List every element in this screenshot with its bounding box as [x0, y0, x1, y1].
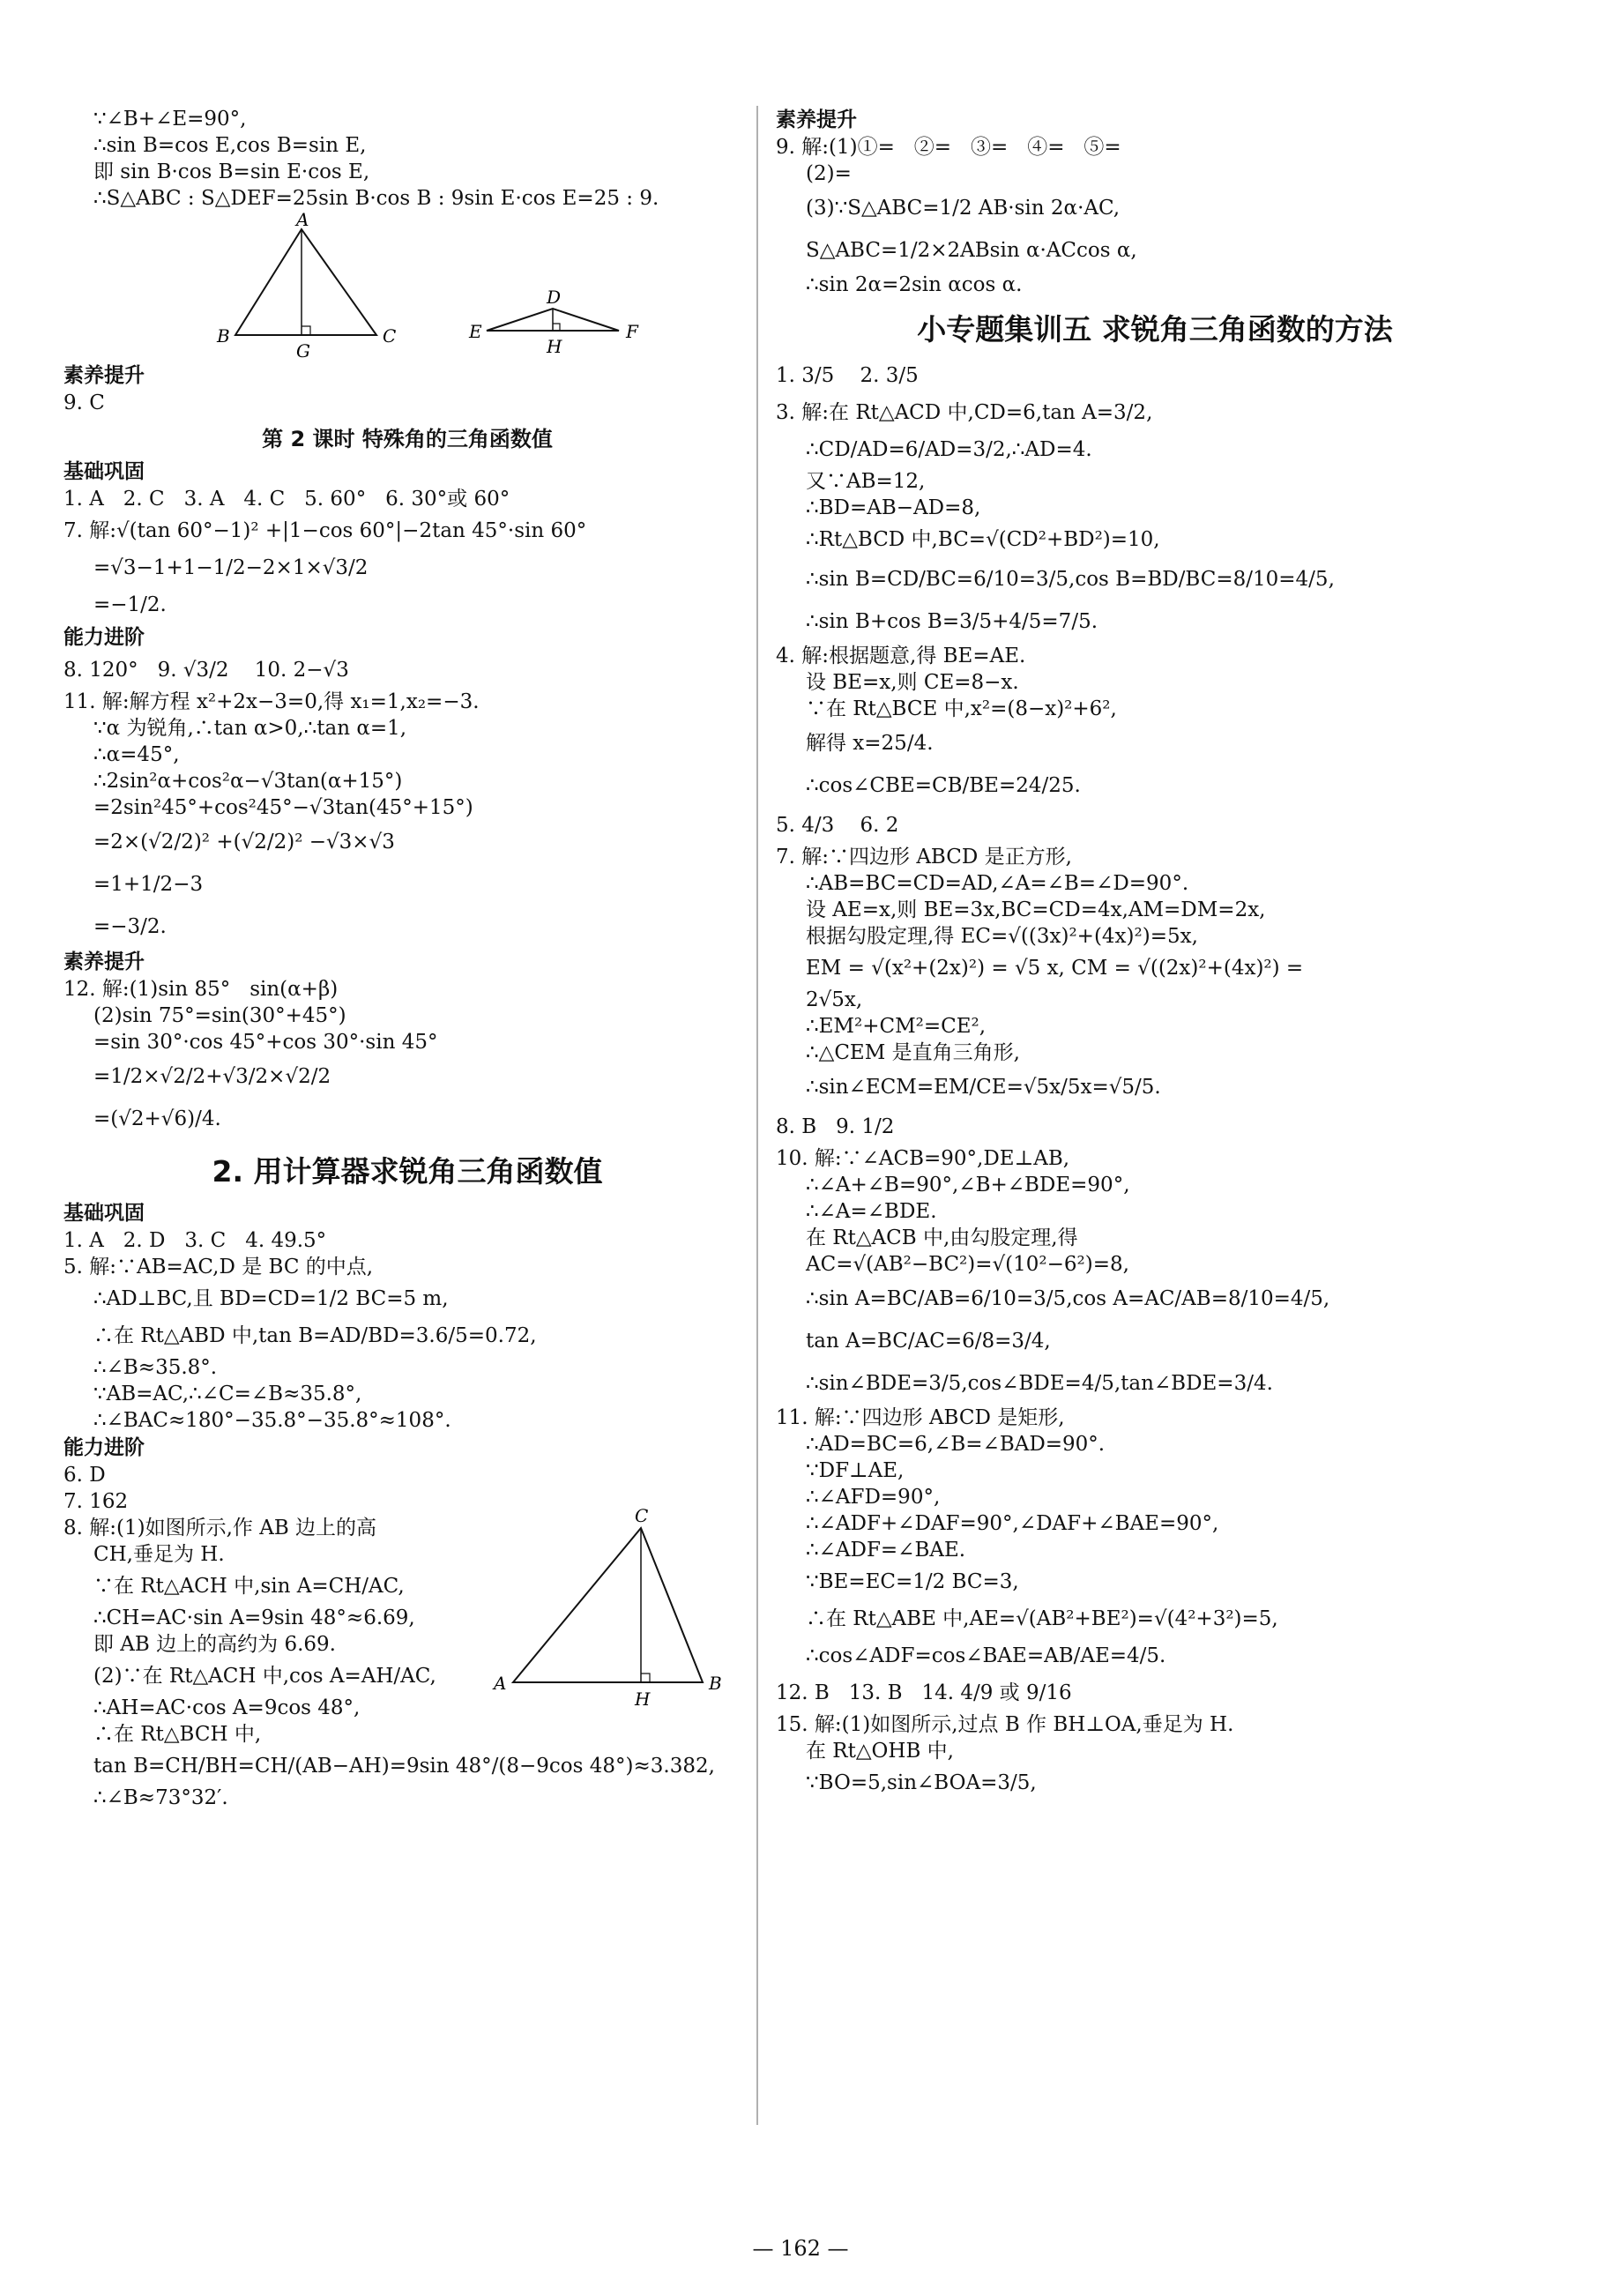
left-column	[63, 106, 751, 1811]
label-e: E	[469, 321, 482, 342]
label-h: H	[547, 336, 562, 357]
text-line: ∴BD=AB−AD=8,	[806, 496, 981, 519]
column-divider	[756, 106, 758, 2125]
section-heading: 基础巩固	[63, 460, 145, 483]
text-line: ∴∠B≈35.8°.	[93, 1356, 218, 1379]
text-line: ∴∠A=∠BDE.	[806, 1200, 937, 1223]
text-line: ∴EM²+CM²=CE²,	[806, 1015, 987, 1038]
text-line: 11. 解:解方程 x²+2x−3=0,得 x₁=1,x₂=−3.	[63, 690, 480, 713]
chapter-title: 2. 用计算器求锐角三角函数值	[212, 1154, 603, 1189]
label-a: A	[296, 212, 309, 230]
section-heading: 基础巩固	[63, 1202, 145, 1225]
text-line: =−3/2.	[93, 915, 167, 938]
text-line: (2)sin 75°=sin(30°+45°)	[93, 1004, 346, 1027]
text-line: 6. D	[63, 1464, 106, 1487]
text-line: =(√2+√6)/4.	[93, 1107, 221, 1130]
lesson-title: 第 2 课时 特殊角的三角函数值	[262, 427, 553, 451]
label-g: G	[296, 340, 310, 362]
text-line: 15. 解:(1)如图所示,过点 B 作 BH⊥OA,垂足为 H.	[776, 1713, 1234, 1736]
text-line: AC=√(AB²−BC²)=√(10²−6²)=8,	[806, 1253, 1129, 1276]
text-line: 7. 解:∵四边形 ABCD 是正方形,	[776, 846, 1072, 868]
triangle-abc-figure	[487, 1506, 725, 1718]
section-heading: 能力进阶	[63, 626, 145, 649]
text-line: ∴在 Rt△ABD 中,tan B=AD/BD=3.6/5=0.72,	[93, 1324, 537, 1347]
section-heading: 素养提升	[776, 108, 857, 131]
label-c: C	[635, 1506, 649, 1526]
section-heading: 素养提升	[63, 364, 145, 387]
text-line: 8. 解:(1)如图所示,作 AB 边上的高	[63, 1517, 377, 1539]
text-line: 设 BE=x,则 CE=8−x.	[806, 671, 1019, 694]
text-line: 7. 解:√(tan 60°−1)² +|1−cos 60°|−2tan 45°·sin 60°	[63, 519, 587, 542]
text-line: tan B=CH/BH=CH/(AB−AH)=9sin 48°/(8−9cos 48°)≈3.382,	[93, 1755, 715, 1778]
text-line: 又∵AB=12,	[806, 470, 926, 493]
text-line: tan A=BC/AC=6/8=3/4,	[806, 1330, 1051, 1353]
text-line: ∵AB=AC,∴∠C=∠B≈35.8°,	[93, 1383, 362, 1405]
text-line: ∵在 Rt△ACH 中,sin A=CH/AC,	[93, 1575, 405, 1598]
text-line: 即 sin B·cos B=sin E·cos E,	[93, 160, 370, 183]
text-line: 12. B 13. B 14. 4/9 或 9/16	[776, 1681, 1072, 1704]
text-line: ∴sin B=cos E,cos B=sin E,	[93, 134, 367, 157]
text-line: EM = √(x²+(2x)²) = √5 x, CM = √((2x)²+(4x)²) =	[806, 957, 1304, 980]
text-line: 2√5x,	[806, 988, 863, 1011]
text-line: (3)∵S△ABC=1/2 AB·sin 2α·AC,	[806, 197, 1121, 220]
section-heading: 素养提升	[63, 950, 145, 973]
text-line: ∵DF⊥AE,	[806, 1459, 905, 1482]
text-line: ∴sin 2α=2sin αcos α.	[806, 273, 1023, 296]
text-line: 4. 解:根据题意,得 BE=AE.	[776, 645, 1026, 667]
text-line: ∴sin∠BDE=3/5,cos∠BDE=4/5,tan∠BDE=3/4.	[806, 1372, 1273, 1395]
text-line: 设 AE=x,则 BE=3x,BC=CD=4x,AM=DM=2x,	[806, 898, 1266, 921]
label-h: H	[635, 1688, 651, 1710]
text-line: ∴sin A=BC/AB=6/10=3/5,cos A=AC/AB=8/10=4/5,	[806, 1287, 1330, 1310]
page-number: — 162 —	[752, 2236, 849, 2261]
text-line: ∴sin B+cos B=3/5+4/5=7/5.	[806, 610, 1098, 633]
chapter-title: 小专题集训五 求锐角三角函数的方法	[917, 312, 1393, 347]
text-line: 1. 3/5 2. 3/5	[776, 364, 919, 387]
text-line: ∴CH=AC·sin A=9sin 48°≈6.69,	[93, 1606, 415, 1629]
text-line: ∵BE=EC=1/2 BC=3,	[806, 1570, 1019, 1593]
problem-8-block	[63, 1506, 751, 1811]
text-line: ∴∠B≈73°32′.	[93, 1786, 228, 1809]
text-line: ∴∠BAC≈180°−35.8°−35.8°≈108°.	[93, 1409, 451, 1432]
text-line: ∴∠ADF=∠BAE.	[806, 1539, 966, 1562]
text-line: ∴cos∠ADF=cos∠BAE=AB/AE=4/5.	[806, 1644, 1166, 1667]
text-line: 9. C	[63, 391, 105, 414]
text-line: 11. 解:∵四边形 ABCD 是矩形,	[776, 1406, 1065, 1429]
text-line: ∴2sin²α+cos²α−√3tan(α+15°)	[93, 770, 403, 793]
text-line: 解得 x=25/4.	[806, 732, 934, 755]
text-line: =2sin²45°+cos²45°−√3tan(45°+15°)	[93, 796, 473, 819]
text-line: S△ABC=1/2×2ABsin α·ACcos α,	[806, 239, 1137, 262]
text-line: ∴S△ABC : S△DEF=25sin B·cos B : 9sin E·cos E=25 : 9.	[93, 187, 659, 210]
label-d: D	[547, 287, 562, 308]
text-line: 9. 解:(1)①= ②= ③= ④= ⑤=	[776, 136, 1121, 159]
text-line: ∵在 Rt△BCE 中,x²=(8−x)²+6²,	[806, 697, 1117, 720]
text-line: ∴sin∠ECM=EM/CE=√5x/5x=√5/5.	[806, 1076, 1161, 1099]
label-f: F	[626, 321, 638, 342]
text-line: ∵∠B+∠E=90°,	[93, 108, 247, 130]
text-line: =1+1/2−3	[93, 873, 204, 896]
label-b: B	[709, 1673, 722, 1694]
text-line: ∴sin B=CD/BC=6/10=3/5,cos B=BD/BC=8/10=4/5,	[806, 568, 1335, 591]
text-line: 8. 120° 9. √3/2 10. 2−√3	[63, 659, 349, 682]
text-line: 1. A 2. D 3. C 4. 49.5°	[63, 1229, 327, 1252]
text-line: CH,垂足为 H.	[93, 1543, 225, 1566]
text-line: 12. 解:(1)sin 85° sin(α+β)	[63, 978, 339, 1001]
text-line: ∵α 为锐角,∴tan α>0,∴tan α=1,	[93, 717, 407, 740]
label-b: B	[217, 325, 230, 347]
text-line: 在 Rt△ACB 中,由勾股定理,得	[806, 1226, 1078, 1249]
label-a: A	[494, 1673, 507, 1694]
text-line: ∴∠AFD=90°,	[806, 1486, 941, 1509]
text-line: 在 Rt△OHB 中,	[806, 1740, 954, 1763]
text-line: ∴α=45°,	[93, 743, 180, 766]
text-line: ∴AD=BC=6,∠B=∠BAD=90°.	[806, 1433, 1106, 1456]
text-line: 5. 4/3 6. 2	[776, 814, 899, 837]
text-line: ∴在 Rt△BCH 中,	[93, 1723, 262, 1746]
text-line: 根据勾股定理,得 EC=√((3x)²+(4x)²)=5x,	[806, 925, 1198, 948]
text-line: 3. 解:在 Rt△ACD 中,CD=6,tan A=3/2,	[776, 401, 1153, 424]
text-line: ∴AH=AC·cos A=9cos 48°,	[93, 1696, 361, 1719]
text-line: 1. A 2. C 3. A 4. C 5. 60° 6. 30°或 60°	[63, 488, 510, 511]
text-line: =−1/2.	[93, 593, 167, 616]
text-line: ∴∠ADF+∠DAF=90°,∠DAF+∠BAE=90°,	[806, 1512, 1219, 1535]
section-heading: 能力进阶	[63, 1436, 145, 1459]
text-line: (2)∵在 Rt△ACH 中,cos A=AH/AC,	[93, 1665, 436, 1688]
text-line: =√3−1+1−1/2−2×1×√3/2	[93, 556, 369, 579]
text-line: =sin 30°·cos 45°+cos 30°·sin 45°	[93, 1031, 438, 1054]
text-line: (2)=	[806, 162, 852, 185]
text-line: =1/2×√2/2+√3/2×√2/2	[93, 1065, 331, 1088]
text-line: ∴AD⊥BC,且 BD=CD=1/2 BC=5 m,	[93, 1287, 449, 1310]
text-line: ∵BO=5,sin∠BOA=3/5,	[806, 1771, 1037, 1794]
text-line: ∴CD/AD=6/AD=3/2,∴AD=4.	[806, 438, 1092, 461]
text-line: ∴△CEM 是直角三角形,	[806, 1041, 1020, 1064]
text-line: 8. B 9. 1/2	[776, 1115, 895, 1138]
text-line: ∴Rt△BCD 中,BC=√(CD²+BD²)=10,	[806, 528, 1160, 551]
text-line: 10. 解:∵∠ACB=90°,DE⊥AB,	[776, 1147, 1070, 1170]
text-line: ∴cos∠CBE=CB/BE=24/25.	[806, 774, 1081, 797]
text-line: 即 AB 边上的高约为 6.69.	[93, 1633, 336, 1656]
text-line: ∴∠A+∠B=90°,∠B+∠BDE=90°,	[806, 1174, 1130, 1196]
label-c: C	[383, 325, 397, 347]
text-line: 5. 解:∵AB=AC,D 是 BC 的中点,	[63, 1256, 374, 1278]
right-column	[776, 106, 1534, 1801]
text-line: 7. 162	[63, 1490, 129, 1513]
text-line: =2×(√2/2)² +(√2/2)² −√3×√3	[93, 831, 395, 854]
text-line: ∴AB=BC=CD=AD,∠A=∠B=∠D=90°.	[806, 872, 1189, 895]
triangle-figures	[205, 212, 733, 362]
text-line: ∴在 Rt△ABE 中,AE=√(AB²+BE²)=√(4²+3²)=5,	[806, 1607, 1278, 1630]
